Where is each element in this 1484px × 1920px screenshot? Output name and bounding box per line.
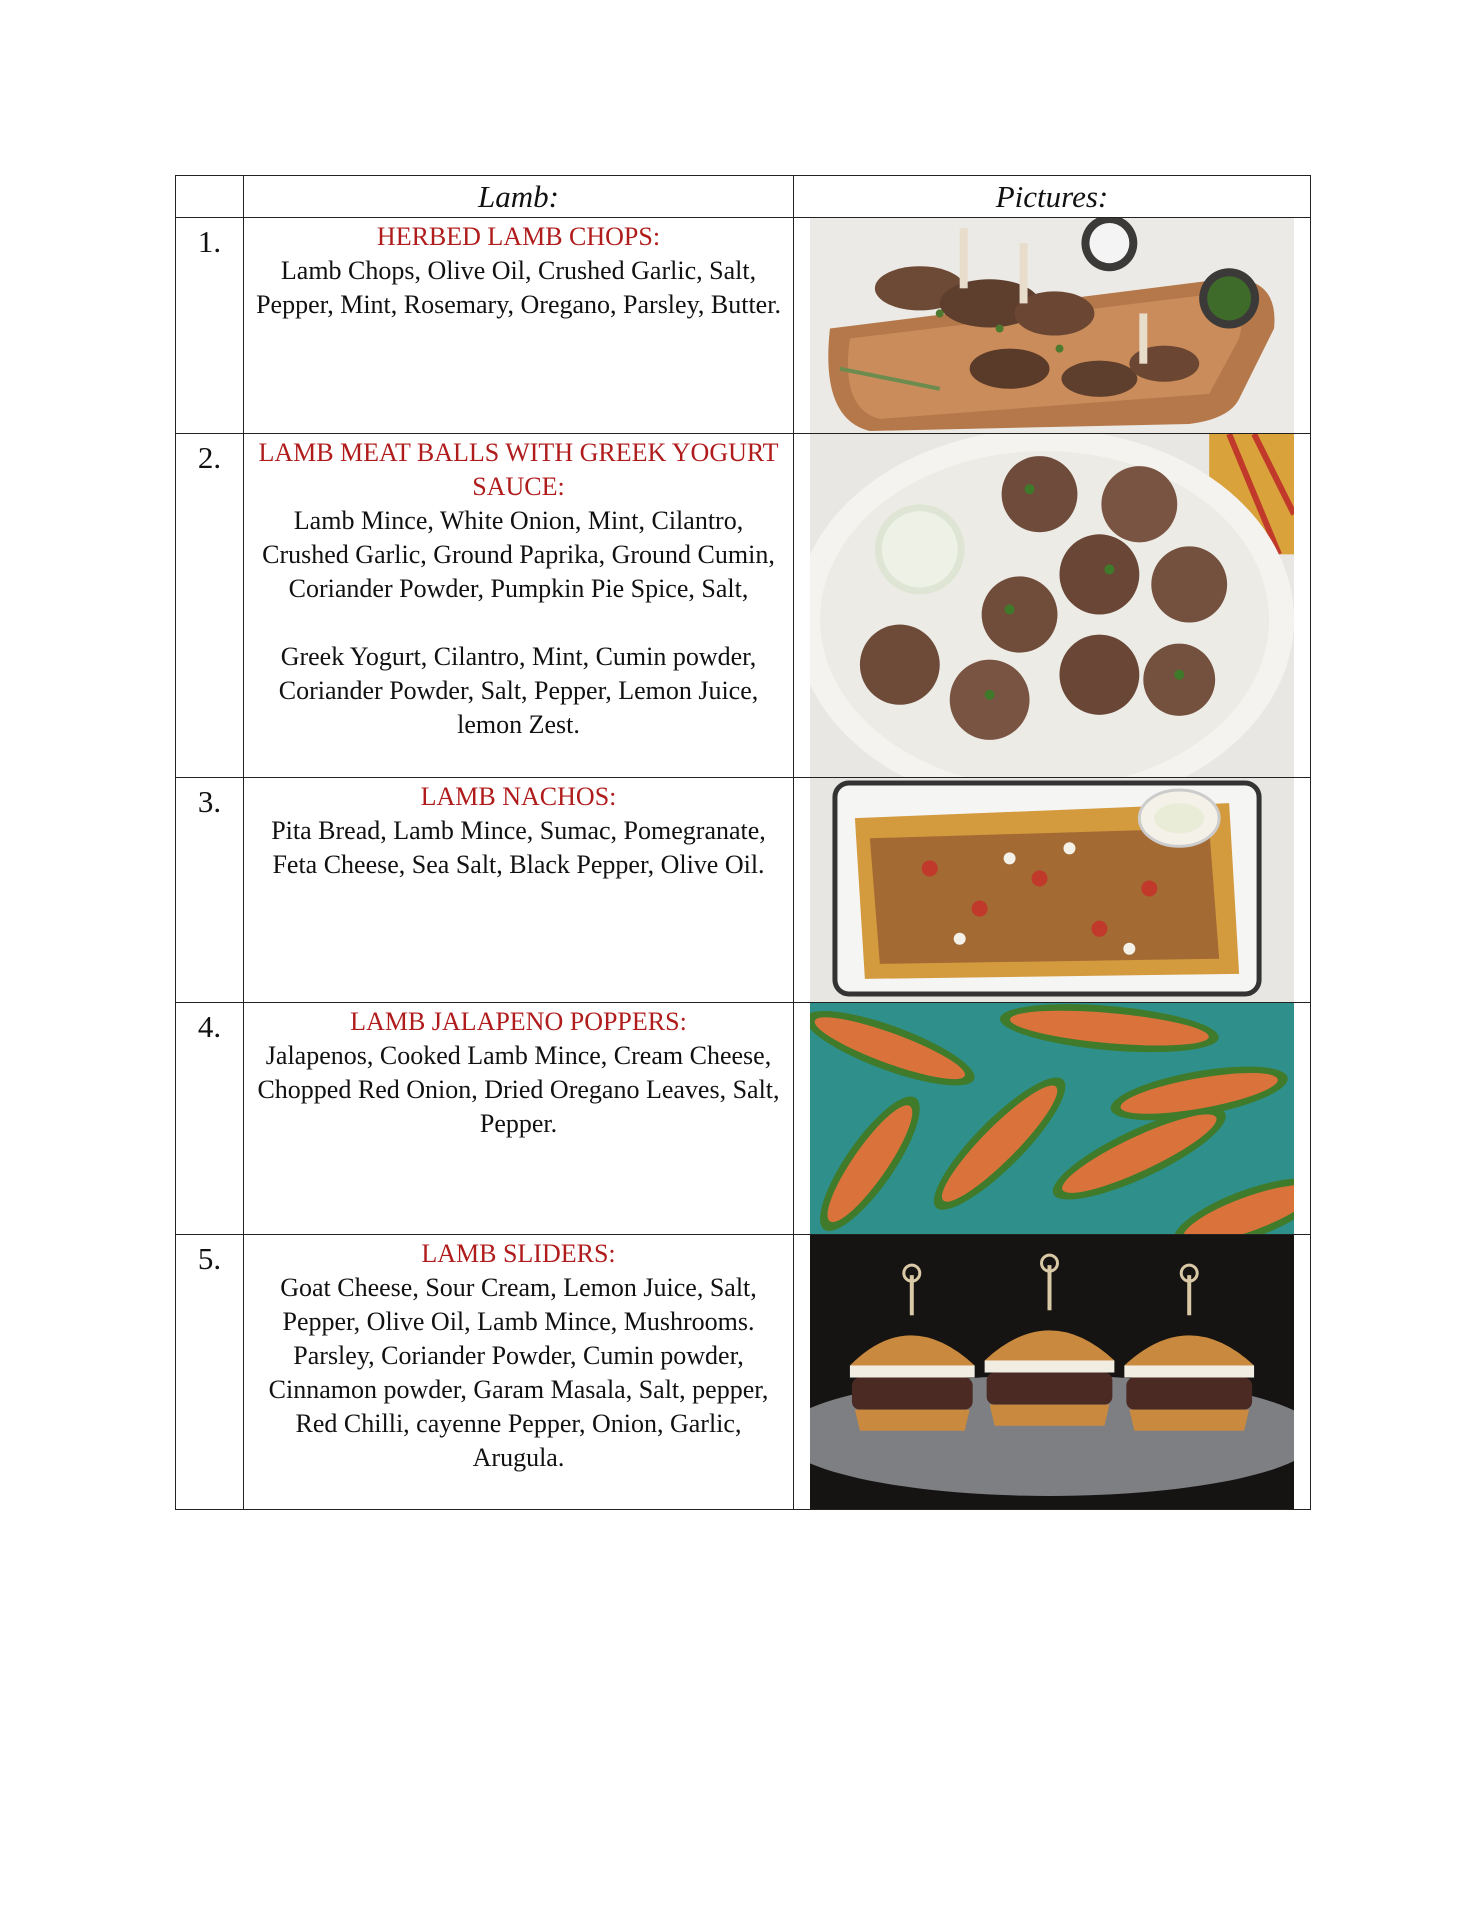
jalapeno-poppers-photo <box>810 1003 1294 1234</box>
row-number: 1. <box>176 218 244 434</box>
recipe-title: LAMB MEAT BALLS WITH GREEK YOGURT SAUCE: <box>258 438 779 501</box>
recipe-ingredients: Jalapenos, Cooked Lamb Mince, Cream Cheese, Chopped Red Onion, Dried Oregano Leaves, Salt, Pepper. <box>257 1041 780 1138</box>
recipe-title: LAMB NACHOS: <box>420 782 617 811</box>
recipe-cell <box>244 1003 794 1235</box>
recipe-ingredients: Pita Bread, Lamb Mince, Sumac, Pomegranate, Feta Cheese, Sea Salt, Black Pepper, Olive Oil. <box>271 816 766 879</box>
recipe-title: LAMB JALAPENO POPPERS: <box>350 1007 687 1036</box>
lamb-meatballs-photo <box>810 434 1294 777</box>
picture-cell <box>794 778 1311 1003</box>
picture-cell <box>794 434 1311 778</box>
picture-cell <box>794 218 1311 434</box>
recipe-table <box>175 175 1311 1510</box>
recipe-cell <box>244 434 794 778</box>
recipe-ingredients: Goat Cheese, Sour Cream, Lemon Juice, Salt, Pepper, Olive Oil, Lamb Mince, Mushrooms. Parsley, Coriander Powder, Cumin powder, Cinnamon powder, Garam Masala, Salt, pepper, Red Chilli, cayenne Pepper, Onion, Garlic, Arugula. <box>268 1273 769 1472</box>
table-row <box>176 218 1311 434</box>
header-recipe: Lamb: <box>244 176 794 218</box>
header-pictures: Pictures: <box>794 176 1311 218</box>
table-header-row <box>176 176 1311 218</box>
lamb-nachos-photo <box>810 778 1294 1002</box>
picture-cell <box>794 1235 1311 1510</box>
table-row <box>176 778 1311 1003</box>
table-row <box>176 1003 1311 1235</box>
herbed-lamb-chops-photo <box>810 218 1294 433</box>
table-row <box>176 434 1311 778</box>
row-number: 4. <box>176 1003 244 1235</box>
recipe-cell <box>244 778 794 1003</box>
recipe-ingredients: Lamb Chops, Olive Oil, Crushed Garlic, Salt, Pepper, Mint, Rosemary, Oregano, Parsley, Butter. <box>256 256 781 319</box>
recipe-ingredients: Lamb Mince, White Onion, Mint, Cilantro, Crushed Garlic, Ground Paprika, Ground Cumin, Coriander Powder, Pumpkin Pie Spice, Salt, Greek Yogurt, Cilantro, Mint, Cumin powder, Coriander Powder, Salt, Pepper, Lemon Juice, lemon Zest. <box>262 506 775 739</box>
row-number: 3. <box>176 778 244 1003</box>
row-number: 2. <box>176 434 244 778</box>
recipe-cell <box>244 218 794 434</box>
row-number: 5. <box>176 1235 244 1510</box>
recipe-title: HERBED LAMB CHOPS: <box>376 222 661 251</box>
recipe-cell <box>244 1235 794 1510</box>
lamb-sliders-photo <box>810 1235 1294 1509</box>
recipe-title: LAMB SLIDERS: <box>421 1239 616 1268</box>
picture-cell <box>794 1003 1311 1235</box>
table-row <box>176 1235 1311 1510</box>
header-number <box>176 176 244 218</box>
